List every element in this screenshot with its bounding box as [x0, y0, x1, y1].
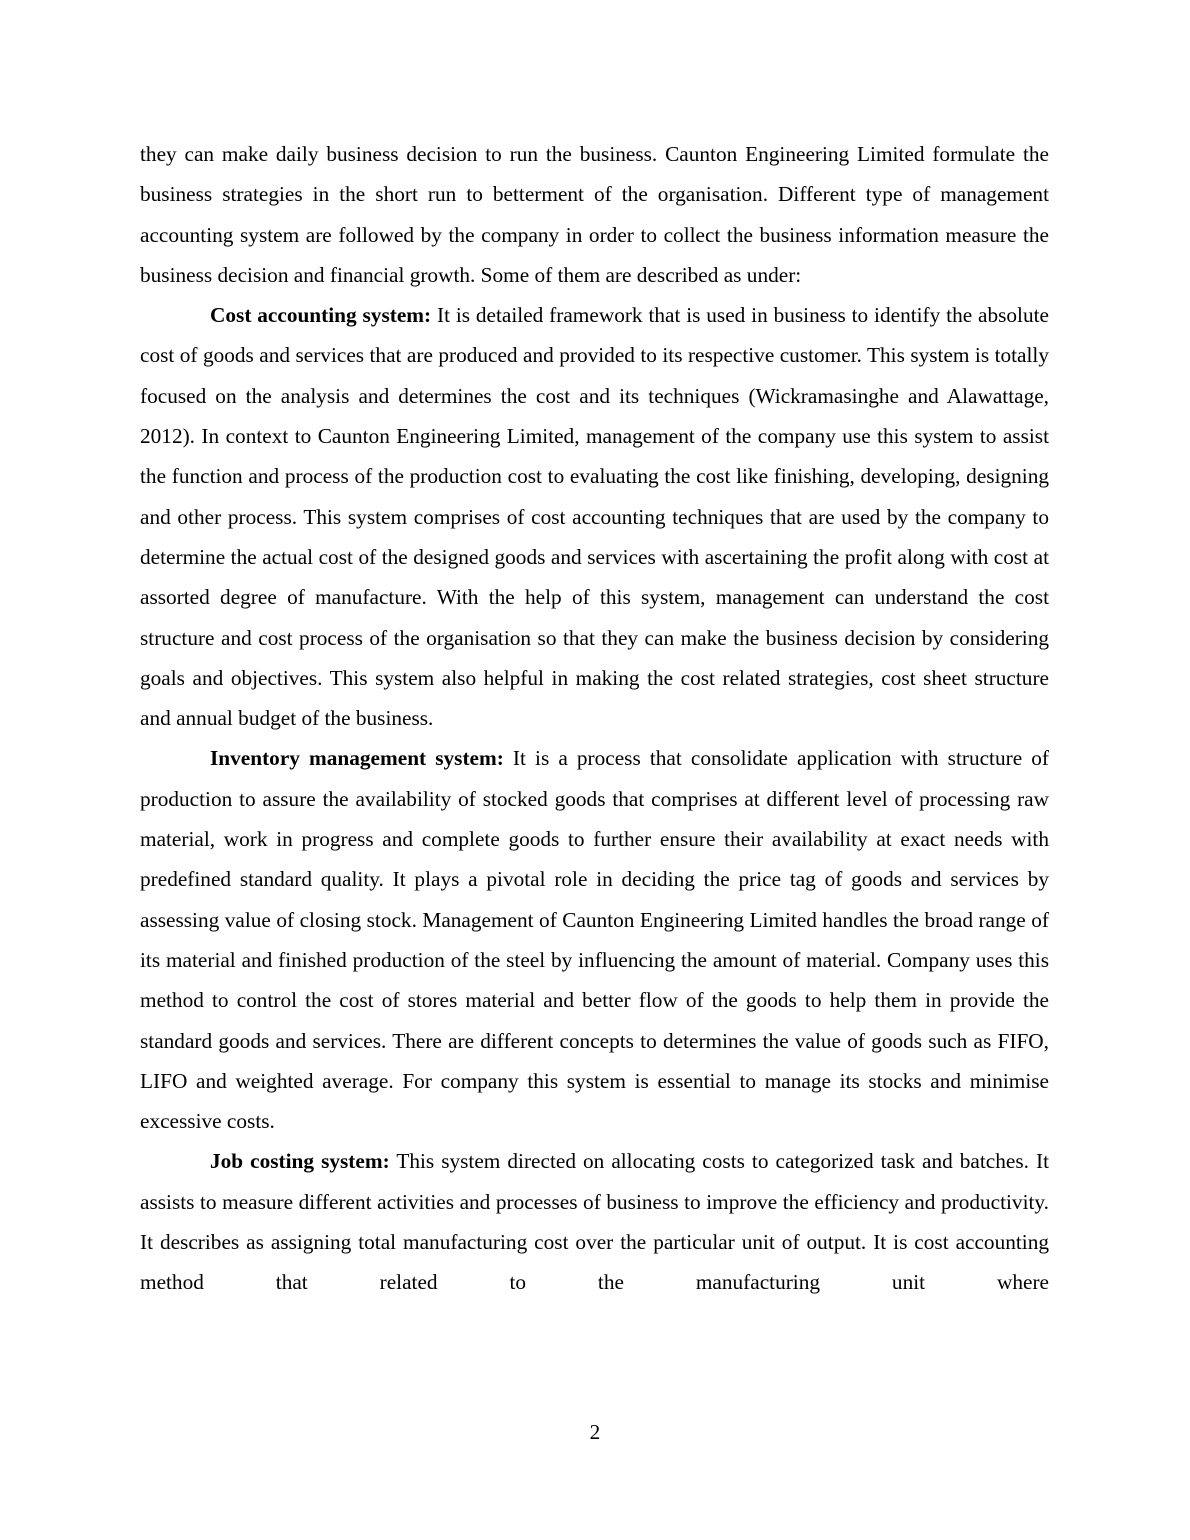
page-number: 2 [589, 1420, 601, 1444]
document-body [140, 134, 1049, 1303]
inventory-management-paragraph [140, 738, 1049, 1141]
cost-accounting-paragraph [140, 295, 1049, 738]
cost-accounting-body: It is detailed framework that is used in business to identify the absolute cost of goods and services that are produced and provided to its respective customer. This system is totally focused on the analysis and determines the cost and its techniques (Wickramasinghe and Alawattage, 2012). In context to Caunton Engineering Limited, management of the company use this system to assist the function and process of the production cost to evaluating the cost like finishing, developing, designing and other process. This system comprises of cost accounting techniques that are used by the company to determine the actual cost of the designed goods and services with ascertaining the profit along with cost at assorted degree of manufacture. With the help of this system, management can understand the cost structure and cost process of the organisation so that they can make the business decision by considering goals and objectives. This system also helpful in making the cost related strategies, cost sheet structure and annual budget of the business. [140, 303, 1049, 731]
inventory-management-heading: Inventory management system: [210, 746, 504, 771]
job-costing-body: This system directed on allocating costs to categorized task and batches. It assists to measure different activities and processes of business to improve the efficiency and productivity. It describes as assigning total manufacturing cost over the particular unit of output. It is cost accounting method that related to the manufacturing unit where [140, 1149, 1049, 1295]
intro-paragraph: they can make daily business decision to run the business. Caunton Engineering Limited formulate the business strategies in the short run to betterment of the organisation. Different type of management accounting system are followed by the company in order to collect the business information measure the business decision and financial growth. Some of them are described as under: [140, 142, 1049, 287]
inventory-management-body: It is a process that consolidate application with structure of production to assure the availability of stocked goods that comprises at different level of processing raw material, work in progress and complete goods to further ensure their availability at exact needs with predefined standard quality. It plays a pivotal role in deciding the price tag of goods and services by assessing value of closing stock. Management of Caunton Engineering Limited handles the broad range of its material and finished production of the steel by influencing the amount of material. Company uses this method to control the cost of stores material and better flow of the goods to help them in provide the standard goods and services. There are different concepts to determines the value of goods such as FIFO, LIFO and weighted average. For company this system is essential to manage its stocks and minimise excessive costs. [140, 746, 1049, 1134]
job-costing-heading: Job costing system: [210, 1149, 390, 1174]
job-costing-paragraph [140, 1141, 1049, 1302]
cost-accounting-heading: Cost accounting system: [210, 303, 432, 328]
